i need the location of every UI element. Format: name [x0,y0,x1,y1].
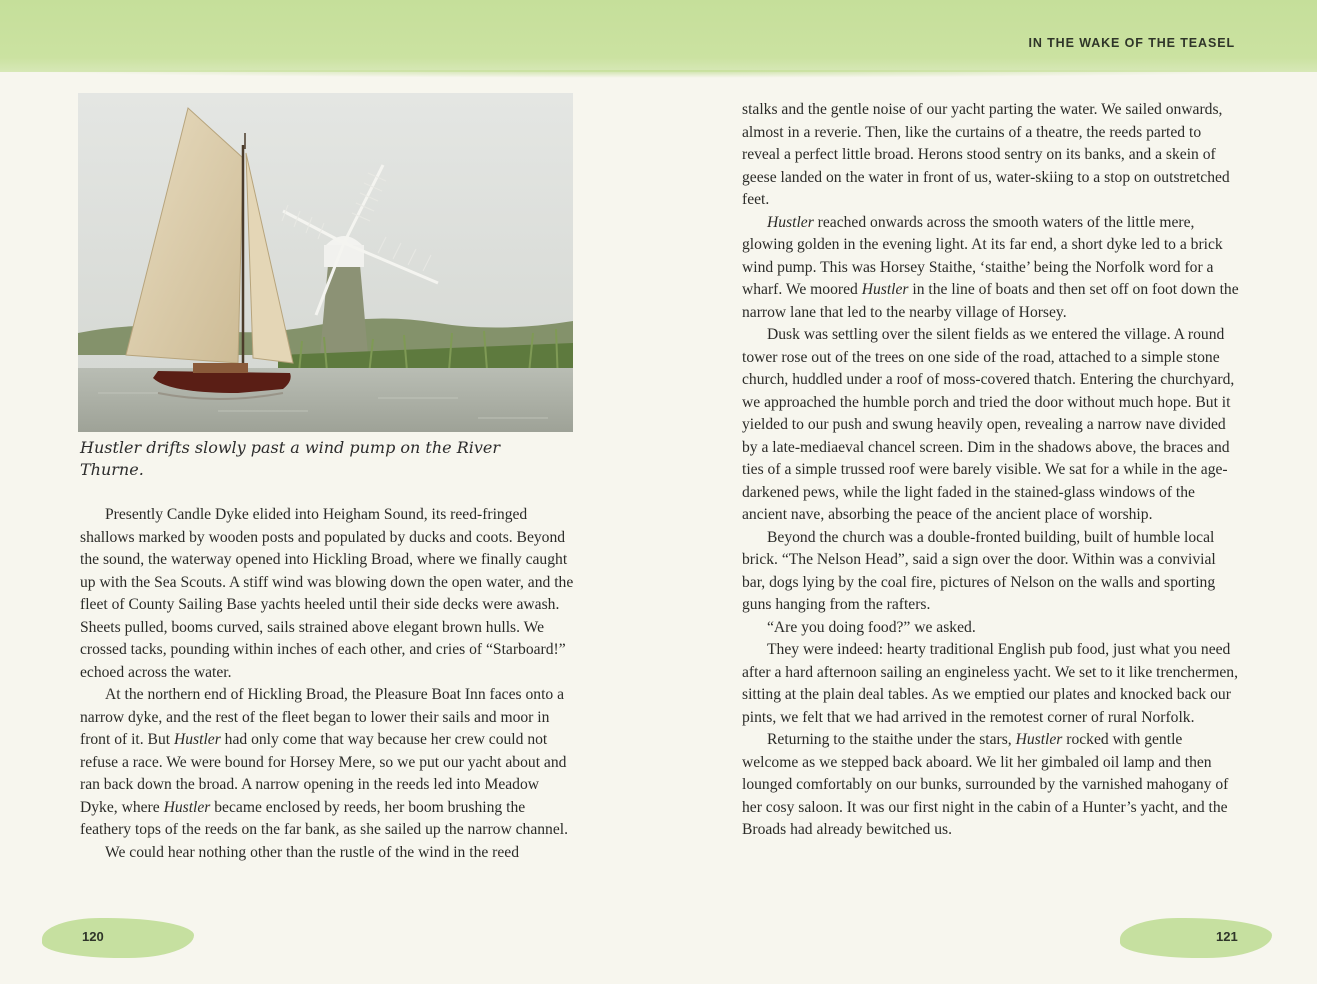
photo-illustration [78,93,573,432]
left-page-text [80,504,575,864]
page-number-left [42,918,194,958]
boat-windmill-photo [78,93,573,432]
page-number-right [1120,918,1272,958]
running-title: IN THE WAKE OF THE TEASEL [1028,36,1235,50]
paragraph: Beyond the church was a double-fronted building, built of humble local brick. “The Nelson Head”, said a sign over the door. Within was a convivial bar, dogs lying by the coal fire, pictures of Nelson on the walls and sporting guns hanging from the rafters. [742,528,1216,613]
page-number: 120 [82,929,104,944]
right-page-text [742,99,1242,842]
paragraph: We could hear nothing other than the rustle of the wind in the reed [105,843,520,861]
paragraph: Presently Candle Dyke elided into Heigham Sound, its reed-fringed shallows marked by wooden posts and populated by ducks and coots. Beyond the sound, the waterway opened into Hickling Broad, where we finally caught up with the Sea Scouts. A stiff wind was blowing down the open water, and the fleet of County Sailing Base yachts heeled until their side decks were awash. Sheets pulled, booms curved, sails strained above elegant brown hulls. We crossed tacks, pounding within inches of each other, and cries of “Starboard!” echoed across the water. [80,506,574,681]
paragraph: Returning to the staithe under the stars, Hustler rocked with gentle welcome as we stepped back aboard. We lit her gimbaled oil lamp and then lounged comfortably on our bunks, surrounded by the varnished mahogany of her cosy saloon. It was our first night in the cabin of a Hunter’s yacht, and the Broads had already bewitched us. [742,731,1229,838]
paragraph: “Are you doing food?” we asked. [767,618,976,636]
paragraph: Hustler reached onwards across the smooth waters of the little mere, glowing golden in the evening light. At its far end, a short dyke led to a brick wind pump. This was Horsey Staithe, ‘staithe’ being the Norfolk word for a wharf. We moored Hustler in the line of boats and then set off on foot down the narrow lane that led to the nearby village of Horsey. [742,213,1239,321]
photo-caption: Hustler drifts slowly past a wind pump on the River Thurne. [80,438,501,479]
paragraph: Dusk was settling over the silent fields as we entered the village. A round tower rose out of the trees on one side of the road, attached to a simple stone church, huddled under a roof of moss-covered thatch. Entering the churchyard, we approached the humble porch and tried the door without much hope. But it yielded to our push and swung heavily open, revealing a narrow nave divided by a late-mediaeval chancel screen. Dim in the shadows above, the braces and ties of a simple trussed roof were barely visible. We sat for a while in the age-darkened pews, while the light faded in the stained-glass windows of the ancient nave, absorbing the peace of the ancient place of worship. [742,326,1235,523]
page-number: 121 [1216,929,1238,944]
paragraph: stalks and the gentle noise of our yacht parting the water. We sailed onwards, almost in a reverie. Then, like the curtains of a theatre, the reeds parted to reveal a perfect little broad. Herons stood sentry on its banks, and a skein of geese landed on the water in front of us, water-skiing to a stop on outstretched feet. [742,101,1230,208]
paragraph: At the northern end of Hickling Broad, the Pleasure Boat Inn faces onto a narrow dyke, and the rest of the fleet began to lower their sails and moor in front of it. But Hustler had only come that way because her crew could not refuse a race. We were bound for Horsey Mere, so we put our yacht about and ran back down the broad. A narrow opening in the reeds led into Meadow Dyke, where Hustler became enclosed by reeds, her boom brushing the feathery tops of the reeds on the far bank, as she sailed up the narrow channel. [80,686,568,838]
paragraph: They were indeed: hearty traditional English pub food, just what you need after a hard afternoon sailing an engineless yacht. We set to it like trenchermen, sitting at the plain deal tables. As we emptied our plates and knocked back our pints, we felt that we had arrived in the remotest corner of rural Norfolk. [742,641,1238,726]
